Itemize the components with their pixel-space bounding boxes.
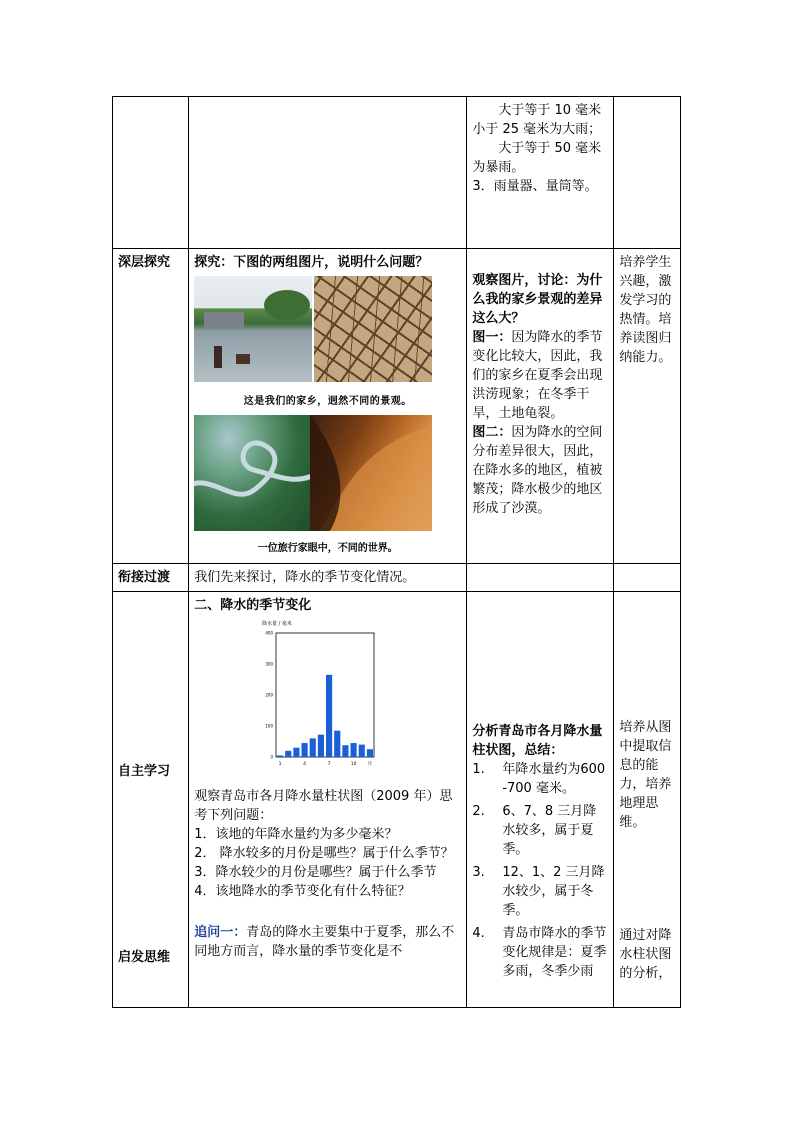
stage-label: 衔接过渡	[113, 564, 189, 592]
x-tick-label: 1	[278, 762, 282, 767]
bar	[326, 675, 332, 757]
question-3: 3．降水较少的月份是哪些？属于什么季节	[194, 865, 437, 880]
table-row	[113, 592, 681, 1008]
discussion-cell	[467, 249, 614, 564]
rainstorm-definition: 大于等于 50 毫米为暴雨。	[472, 141, 602, 175]
photo-caption-1: 这是我们的家乡，迥然不同的景观。	[243, 396, 412, 407]
question-4: 4．该地降水的季节变化有什么特征？	[194, 884, 411, 899]
content-cell-empty	[189, 97, 467, 249]
stage-label-self-study: 自主学习	[118, 764, 171, 779]
y-tick-label: 100	[265, 723, 274, 729]
lesson-plan-table	[112, 96, 681, 1008]
photo-caption-2: 一位旅行家眼中，不同的世界。	[257, 543, 398, 554]
y-tick-label: 200	[265, 692, 274, 698]
stage-cell	[113, 592, 189, 1008]
goal-cell	[614, 592, 681, 1008]
bar	[277, 755, 283, 757]
stage-label: 深层探究	[113, 249, 189, 564]
y-axis-label: 降水量 / 毫米	[262, 621, 293, 627]
y-tick-label: 300	[265, 661, 274, 667]
stage-label-inspire: 启发思维	[118, 950, 171, 965]
y-tick-label: 0	[270, 754, 274, 760]
question-2: 2． 降水较多的月份是哪些？属于什么季节？	[194, 846, 454, 861]
empty-cell	[614, 564, 681, 592]
figure-1-text: 因为降水的季节变化比较大，因此，我们的家乡在夏季会出现洪涝现象；在冬季干旱，土地龟裂。	[472, 330, 603, 421]
self-study-content-cell	[189, 592, 467, 1008]
flood-photo	[194, 276, 312, 382]
table-row	[113, 97, 681, 249]
x-tick-label: 月	[367, 762, 373, 767]
desert-dune-photo	[310, 415, 432, 531]
goal-text-1: 培养从图中提取信息的能力，培养地理思维。	[619, 720, 672, 830]
heavy-rain-definition: 大于等于 10 毫米小于 25 毫米为大雨；	[472, 103, 602, 137]
goal-cell-empty	[614, 97, 681, 249]
explore-question: 探究：下图的两组图片，说明什么问题？	[194, 255, 429, 270]
table-row	[113, 564, 681, 592]
empty-cell	[467, 564, 614, 592]
discussion-title: 观察图片，讨论：为什么我的家乡景观的差异这么大？	[472, 273, 603, 326]
explore-content-cell	[189, 249, 467, 564]
goal-cell: 培养学生兴趣，激发学习的热情。培养读图归纳能力。	[614, 249, 681, 564]
bar	[318, 735, 324, 757]
figure-2-label: 图二：	[472, 425, 512, 440]
question-1: 1．该地的年降水量约为多少毫米？	[194, 827, 398, 842]
bar	[294, 748, 300, 757]
student-activity-cell	[467, 97, 614, 249]
y-tick-label: 400	[265, 630, 274, 636]
transition-text: 我们先来探讨，降水的季节变化情况。	[189, 564, 467, 592]
photo-group-1	[194, 276, 461, 386]
observe-text: 观察青岛市各月降水量柱状图（2009 年）思考下列问题：	[194, 789, 453, 823]
list-item: 1. 年降水量约为600-700 毫米。	[472, 762, 606, 796]
figure-2-text: 因为降水的空间分布差异很大，因此，在降水多的地区，植被繁茂；降水极少的地区形成了沙漠。	[472, 425, 603, 516]
bar	[343, 745, 349, 757]
list-item: 4. 青岛市降水的季节变化规律是：夏季多雨，冬季少雨	[472, 926, 607, 979]
x-tick-label: 10	[350, 762, 357, 767]
bar	[334, 731, 340, 757]
table-row	[113, 249, 681, 564]
followup-label: 追问一：	[194, 925, 247, 940]
stage-cell-empty	[113, 97, 189, 249]
plot-frame	[276, 633, 374, 757]
rain-gauge-answer: 3．雨量器、量筒等。	[472, 179, 598, 194]
bar	[285, 751, 291, 757]
figure-1-label: 图一：	[472, 330, 512, 345]
bar	[302, 743, 308, 757]
precipitation-bar-chart	[260, 617, 380, 781]
followup-text: 青岛的降水主要集中于夏季，那么不同地方而言，降水量的季节变化是不	[194, 925, 455, 959]
x-tick-label: 4	[303, 762, 307, 767]
photo-group-2	[194, 415, 461, 533]
analysis-title: 分析青岛市各月降水量柱状图，总结：	[472, 724, 603, 758]
figure-1-explanation	[472, 328, 608, 423]
list-item: 3. 12、1、2 三月降水较少，属于冬季。	[472, 865, 605, 918]
bar	[351, 743, 357, 757]
cracked-earth-photo	[314, 276, 432, 382]
bar	[367, 749, 373, 757]
answer-list	[472, 760, 608, 981]
x-tick-label: 7	[327, 762, 331, 767]
section-title: 二、降水的季节变化	[194, 598, 312, 613]
list-item: 2. 6、7、8 三月降水较多，属于夏季。	[472, 804, 597, 857]
precipitation-chart	[260, 617, 461, 787]
bar	[310, 738, 316, 757]
rainforest-river-photo	[194, 415, 310, 531]
followup-question	[194, 923, 461, 961]
figure-2-explanation	[472, 423, 608, 518]
goal-text-2: 通过对降水柱状图的分析，	[619, 928, 672, 981]
analysis-cell	[467, 592, 614, 1008]
bar	[359, 745, 365, 757]
